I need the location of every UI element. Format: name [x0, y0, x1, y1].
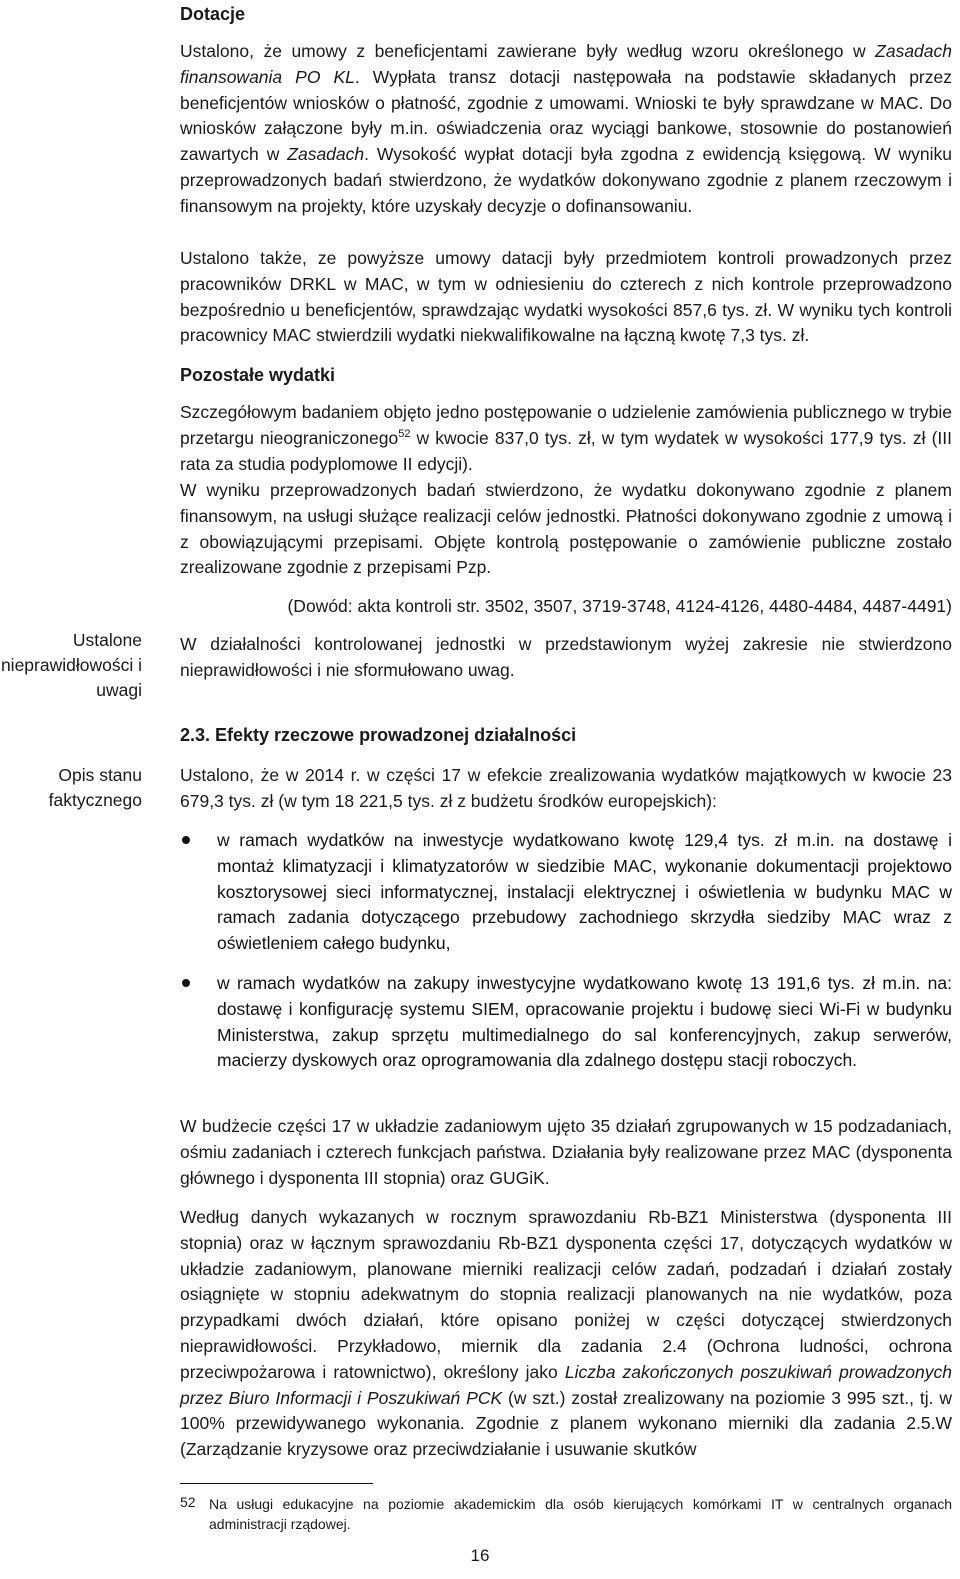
text-run: (w szt.) został zrealizowany na poziomie 3 995 szt., tj. w 100% przewidywanego wykonania. Zgodnie z planem wykonano mierniki dla zadania 2.5.W (Zarządzanie kryzysowe oraz przeciwdziałanie i usuwanie skutków [180, 1387, 952, 1460]
pozostale-paragraph-1 [180, 400, 952, 477]
footnote-number: 52 [180, 1494, 196, 1510]
text-run: w ramach wydatków na inwestycje wydatkowano kwotę 129,4 tys. zł m.in. na dostawę i montaż klimatyzacji i klimatyzatorów w siedzibie MAC, wykonanie dokumentacji projektowo kosztorysowej sieci informatycznej, instalacji elektrycznej i oświetlenia w budynku MAC w ramach zadania dotyczącego przebudowy zachodniego skrzydła siedziby MAC wraz z oświetleniem całego budynku, [217, 830, 952, 954]
footnote-ref: 52 [398, 427, 411, 440]
budzet-paragraph [180, 1114, 952, 1191]
text-run-italic: Liczba zakończonych poszukiwań prowadzonych przez Biuro Informacji i Poszukiwań PCK [180, 1361, 953, 1408]
pozostale-paragraph-2 [180, 478, 952, 581]
uwagi-paragraph [180, 632, 952, 684]
text-run-italic: Zasadach finansowania PO KL [180, 41, 952, 87]
section-pozostale [180, 363, 952, 389]
footnote [180, 1494, 952, 1534]
text-run: Ustalono, że w 2014 r. w części 17 w efekcie zrealizowania wydatków majątkowych w kwocie 23 679,3 tys. zł (w tym 18 221,5 tys. zł z budżetu środków europejskich): [180, 765, 952, 811]
heading-efekty: 2.3. Efekty rzeczowe prowadzonej działalności [180, 725, 577, 745]
section-efekty [180, 723, 952, 749]
text-run: Ustalono, że umowy z beneficjentami zawierane były według wzoru określonego w [180, 41, 876, 61]
text-run: Ustalono także, ze powyższe umowy datacji były przedmiotem kontroli prowadzonych przez pracowników DRKL w MAC, w tym w odniesieniu do czterech z nich kontrole przeprowadzono bezpośrednio u beneficjentów, sprawdzając wydatki wysokości 857,6 tys. zł. W wyniku tych kontroli pracownicy MAC stwierdzili wydatki niekwalifikowalne na łączną kwotę 7,3 tys. zł. [180, 248, 952, 346]
bullet-icon [182, 836, 190, 844]
bullet-icon [182, 979, 190, 987]
dotacje-paragraph-1 [180, 39, 952, 220]
text-run: W działalności kontrolowanej jednostki w przedstawionym wyżej zakresie nie stwierdzono nieprawidłowości i nie sformułowano uwag. [180, 634, 952, 680]
page-number: 16 [470, 1546, 490, 1565]
text-run: W budżecie części 17 w układzie zadaniowym ujęto 35 działań zgrupowanych w 15 podzadaniach, ośmiu zadaniach i czterech funkcjach państwa. Działania były realizowane przez MAC (dysponenta głównego i dysponenta III stopnia) oraz GUGiK. [180, 1116, 952, 1188]
text-run: Szczegółowym badaniem objęto jedno postępowanie o udzielenie zamówienia publicznego w trybie przetargu nieograniczonego [180, 402, 952, 448]
sidebar-label-opis: Opis stanu faktycznego [48, 765, 142, 810]
efekty-bullet-list-2 [180, 971, 952, 1074]
list-item [180, 971, 952, 1074]
footnote-divider [180, 1483, 373, 1484]
section-dotacje [180, 2, 952, 28]
text-run: . Wysokość wypłat dotacji była zgodna z ewidencją księgową. W wyniku przeprowadzonych badań stwierdzono, że wydatków dokonywano zgodnie z planem rzeczowym i finansowym na projekty, które uzyskały decyzje o dofinansowaniu. [180, 144, 953, 216]
efekty-intro [180, 763, 952, 815]
text-run: (Dowód: akta kontroli str. 3502, 3507, 3719-3748, 4124-4126, 4480-4484, 4487-4491) [287, 596, 952, 616]
footnote-text: Na usługi edukacyjne na poziomie akademickim dla osób kierujących komórkami IT w centralnych organach administracji rządowej. [209, 1496, 952, 1532]
text-run: W wyniku przeprowadzonych badań stwierdzono, że wydatku dokonywano zgodnie z planem finansowym, na usługi służące realizacji celów jednostki. Płatności dokonywano zgodnie z umową i z obowiązującymi przepisami. Objęte kontrolą postępowanie o zamówienie publiczne zostało zrealizowane zgodnie z przepisami Pzp. [180, 480, 952, 578]
wedlug-paragraph [180, 1205, 952, 1463]
list-item [180, 828, 952, 957]
efekty-bullet-list [180, 828, 952, 957]
heading-dotacje: Dotacje [180, 4, 246, 24]
text-run: w ramach wydatków na zakupy inwestycyjne wydatkowano kwotę 13 191,6 tys. zł m.in. na: dostawę i konfigurację systemu SIEM, opracowanie projektu i budowę sieci Wi-Fi w budynku Ministerstwa, zakup sprzętu multimedialnego do sal konferencyjnych, zakup serwerów, macierzy dyskowych oraz oprogramowania dla zdalnego dostępu stacji roboczych. [217, 973, 952, 1071]
text-run-italic: Zasadach [287, 144, 365, 165]
heading-pozostale: Pozostałe wydatki [180, 365, 336, 385]
text-run: Według danych wykazanych w rocznym sprawozdaniu Rb-BZ1 Ministerstwa (dysponenta III stopnia) oraz w łącznym sprawozdaniu Rb-BZ1 dysponenta części 17, dotyczących wydatków w układzie zadaniowym, planowane mierniki realizacji celów zadań, podzadań i działań zostały osiągnięte w stopniu adekwatnym do stopnia realizacji planowanych na nie wydatków, poza przypadkami dwóch działań, które opisano poniżej w części dotyczącej stwierdzonych nieprawidłowości. Przykładowo, miernik dla zadania 2.4 (Ochrona ludności, ochrona przeciwpożarowa i ratownictwo), określony jako [180, 1207, 952, 1382]
sidebar-label-ustalone: Ustalone nieprawidłowości i uwagi [0, 630, 142, 700]
text-run: w kwocie 837,0 tys. zł, w tym wydatek w wysokości 177,9 tys. zł (III rata za studia podyplomowe II edycji). [180, 427, 952, 474]
evidence-note [180, 594, 952, 620]
text-run: . Wypłata transz dotacji następowała na podstawie składanych przez beneficjentów wniosków o płatność, zgodnie z umowami. Wnioski te były sprawdzane w MAC. Do wniosków załączone były m.in. oświadczenia oraz wyciągi bankowe, stosownie do postanowień zawartych w [180, 66, 952, 165]
dotacje-paragraph-2 [180, 246, 952, 349]
